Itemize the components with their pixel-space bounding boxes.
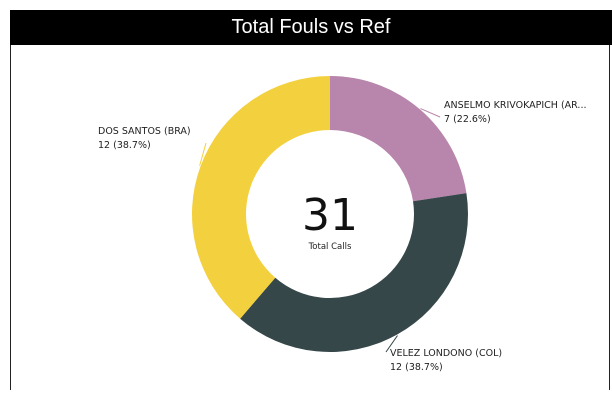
slice-value-velez: 12 (38.7%) [390,362,443,373]
slice-0[interactable] [330,76,466,201]
center-total-value: 31 [302,190,358,241]
center-total-label: Total Calls [308,242,352,252]
slice-name-dos-santos: DOS SANTOS (BRA) [98,126,191,137]
slice-name-anselmo: ANSELMO KRIVOKAPICH (AR... [444,100,587,111]
slice-name-velez: VELEZ LONDONO (COL) [390,348,503,359]
slice-value-dos-santos: 12 (38.7%) [98,140,151,151]
chart-title: Total Fouls vs Ref [10,10,612,45]
slice-label-velez [390,348,505,373]
slice-label-anselmo [444,100,590,125]
slice-label-dos-santos [98,126,194,151]
slice-value-anselmo: 7 (22.6%) [444,114,491,125]
